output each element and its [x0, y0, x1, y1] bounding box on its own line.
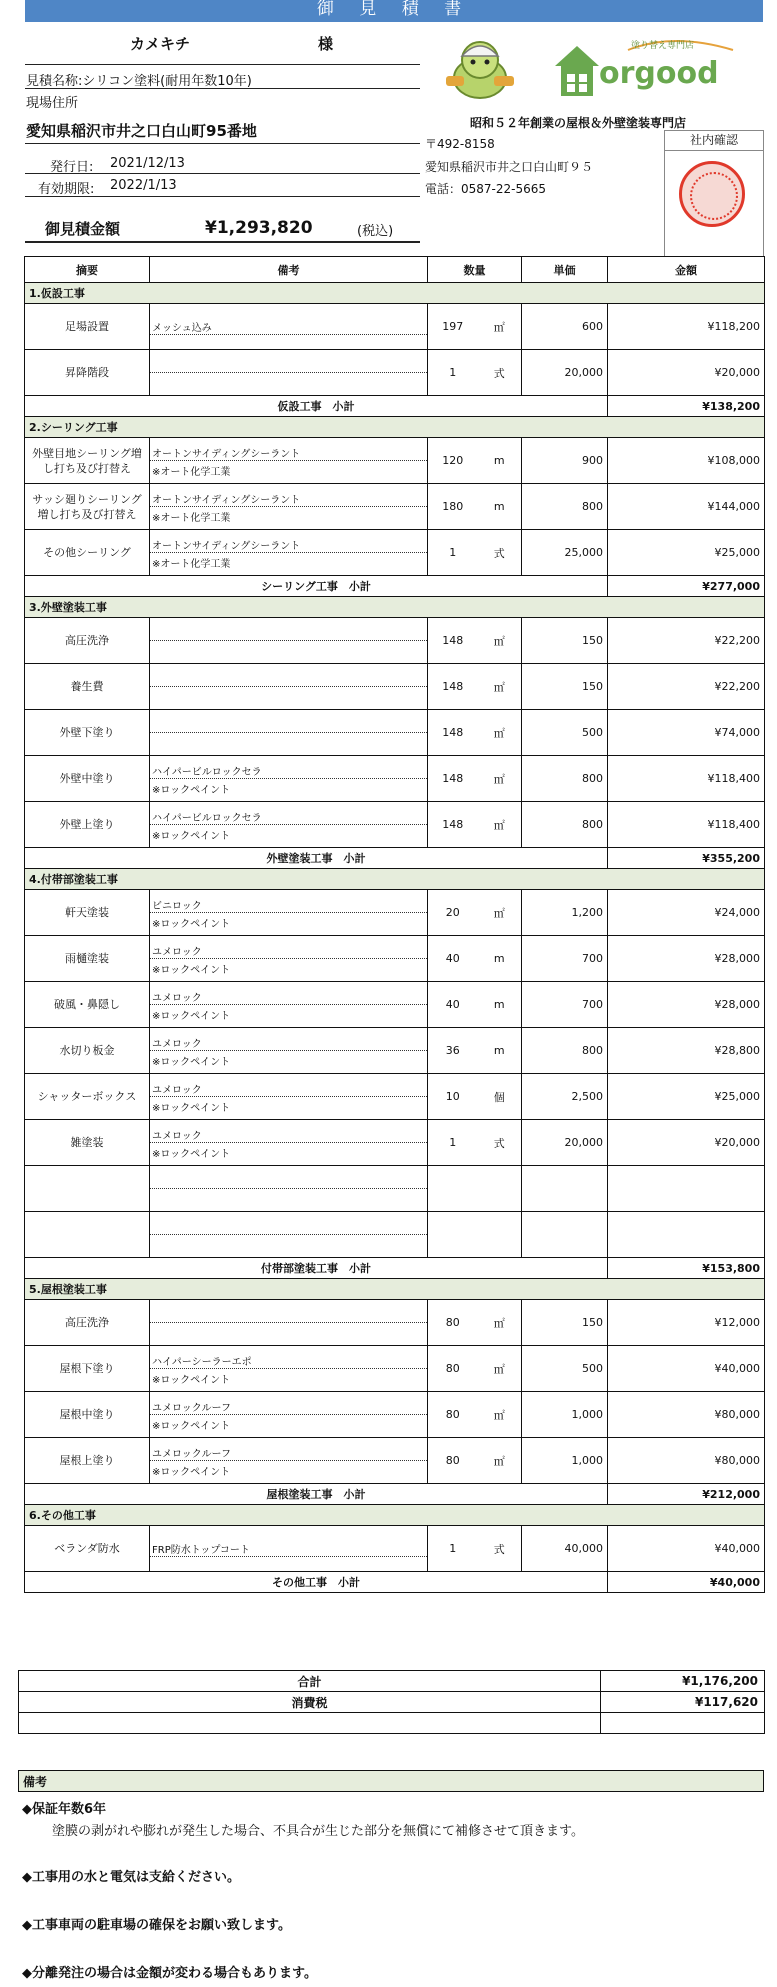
- item-unit: 式: [478, 1526, 522, 1572]
- item-qty: 1: [428, 350, 478, 396]
- table-row: [25, 1392, 765, 1438]
- item-qty: 120: [428, 438, 478, 484]
- stamp-label: 社内確認: [665, 131, 763, 151]
- item-unit-price: 150: [522, 664, 608, 710]
- item-note: [150, 936, 428, 982]
- item-note: [150, 438, 428, 484]
- company-logo: [553, 36, 765, 100]
- item-note: [150, 1074, 428, 1120]
- item-unit-price: 1,000: [522, 1392, 608, 1438]
- item-qty: 40: [428, 982, 478, 1028]
- item-amount: ¥144,000: [608, 484, 765, 530]
- item-unit-price: 150: [522, 1300, 608, 1346]
- item-note: [150, 890, 428, 936]
- section-title: 1.仮設工事: [25, 283, 765, 304]
- item-note: [150, 1438, 428, 1484]
- item-note-line2: ※ロックペイント: [152, 831, 231, 842]
- remark-separate-order: ◆分離発注の場合は金額が変わる場合もあります。: [22, 1966, 317, 1981]
- item-note-line1: ハイパーシーラーエポ: [150, 1351, 427, 1369]
- item-qty: 148: [428, 618, 478, 664]
- table-row: [25, 1438, 765, 1484]
- item-note-line2: ※オート化学工業: [152, 467, 231, 478]
- item-note: [150, 1166, 428, 1212]
- section-title: 3.外壁塗装工事: [25, 597, 765, 618]
- item-name: ベランダ防水: [25, 1526, 150, 1572]
- section-title: 4.付帯部塗装工事: [25, 869, 765, 890]
- item-qty: 80: [428, 1392, 478, 1438]
- total-label: 御見積金額: [45, 220, 121, 238]
- column-header-note: 備考: [150, 257, 428, 283]
- subtotal-row: [25, 1572, 765, 1593]
- item-amount: ¥12,000: [608, 1300, 765, 1346]
- sum-value: ¥1,176,200: [601, 1671, 765, 1692]
- item-qty: 1: [428, 1120, 478, 1166]
- item-name: 屋根中塗り: [25, 1392, 150, 1438]
- item-note-line1: ハイパービルロックセラ: [150, 761, 427, 779]
- item-name: その他シーリング: [25, 530, 150, 576]
- item-note: [150, 484, 428, 530]
- item-note: [150, 350, 428, 396]
- item-qty: 1: [428, 530, 478, 576]
- item-qty: 148: [428, 710, 478, 756]
- item-amount: ¥74,000: [608, 710, 765, 756]
- item-note-line2: ※ロックペイント: [152, 1103, 231, 1114]
- logo-tagline: 塗り替え専門店: [631, 41, 695, 51]
- item-unit: m: [478, 438, 522, 484]
- blank-cell: [19, 1713, 601, 1734]
- stamp-box: [664, 130, 764, 258]
- item-amount: ¥118,400: [608, 756, 765, 802]
- item-name: 外壁目地シーリング増し打ち及び打替え: [25, 438, 150, 484]
- column-header-unit-price: 単価: [522, 257, 608, 283]
- item-unit-price: 800: [522, 756, 608, 802]
- item-unit: m: [478, 484, 522, 530]
- item-qty: 148: [428, 664, 478, 710]
- item-name: [25, 1166, 150, 1212]
- tax-label: 消費税: [19, 1692, 601, 1713]
- item-note: [150, 1346, 428, 1392]
- item-qty: [428, 1212, 478, 1258]
- item-name: 軒天塗装: [25, 890, 150, 936]
- total-value: ¥1,293,820: [205, 218, 313, 238]
- item-unit: ㎡: [478, 802, 522, 848]
- item-name: 外壁中塗り: [25, 756, 150, 802]
- remarks-heading: 備考: [18, 1770, 764, 1792]
- subtotal-row: [25, 576, 765, 597]
- item-note-line1: ユメロックルーフ: [150, 1397, 427, 1415]
- item-note-line2: ※ロックペイント: [152, 1057, 231, 1068]
- item-amount: ¥80,000: [608, 1392, 765, 1438]
- item-unit: ㎡: [478, 618, 522, 664]
- item-unit: 個: [478, 1074, 522, 1120]
- item-note-line1: ユメロック: [150, 1079, 427, 1097]
- table-row: [25, 710, 765, 756]
- item-unit: [478, 1212, 522, 1258]
- item-note-line1: ハイパービルロックセラ: [150, 807, 427, 825]
- section-title: 6.その他工事: [25, 1505, 765, 1526]
- company-postal: 〒492-8158: [425, 137, 495, 151]
- honorific: 様: [318, 35, 334, 53]
- site-address: 愛知県稲沢市井之口白山町95番地: [26, 122, 257, 140]
- item-unit-price: 500: [522, 1346, 608, 1392]
- subtotal-value: ¥40,000: [608, 1572, 765, 1593]
- totals-table: [18, 1670, 765, 1734]
- table-row: [25, 664, 765, 710]
- section-header-row: [25, 597, 765, 618]
- item-name: 破風・鼻隠し: [25, 982, 150, 1028]
- item-qty: 36: [428, 1028, 478, 1074]
- item-name: 屋根下塗り: [25, 1346, 150, 1392]
- item-qty: 180: [428, 484, 478, 530]
- item-qty: 197: [428, 304, 478, 350]
- item-note: [150, 802, 428, 848]
- item-unit: ㎡: [478, 1392, 522, 1438]
- item-note: [150, 304, 428, 350]
- item-unit-price: 25,000: [522, 530, 608, 576]
- item-unit: 式: [478, 1120, 522, 1166]
- item-note: [150, 1120, 428, 1166]
- issue-date: 2021/12/13: [110, 156, 185, 171]
- item-note: [150, 1300, 428, 1346]
- item-qty: 10: [428, 1074, 478, 1120]
- table-row: [25, 484, 765, 530]
- item-qty: [428, 1166, 478, 1212]
- item-unit-price: 1,000: [522, 1438, 608, 1484]
- item-amount: ¥22,200: [608, 664, 765, 710]
- item-amount: ¥80,000: [608, 1438, 765, 1484]
- item-unit-price: 20,000: [522, 350, 608, 396]
- item-amount: ¥20,000: [608, 350, 765, 396]
- remark-warranty-detail: 塗膜の剥がれや膨れが発生した場合、不具合が生じた部分を無償にて補修させて頂きます。: [52, 1824, 584, 1839]
- table-row: [25, 618, 765, 664]
- item-amount: ¥28,000: [608, 982, 765, 1028]
- table-row: [25, 756, 765, 802]
- item-note-line1: オートンサイディングシーラント: [150, 443, 427, 461]
- item-name: [25, 1212, 150, 1258]
- table-row: [25, 1300, 765, 1346]
- subtotal-value: ¥277,000: [608, 576, 765, 597]
- column-header-amount: 金額: [608, 257, 765, 283]
- item-name: 高圧洗浄: [25, 1300, 150, 1346]
- item-name: 養生費: [25, 664, 150, 710]
- item-note-line2: [150, 1189, 427, 1191]
- item-unit: ㎡: [478, 664, 522, 710]
- item-note-line1: オートンサイディングシーラント: [150, 535, 427, 553]
- item-note: [150, 1028, 428, 1074]
- item-amount: ¥118,400: [608, 802, 765, 848]
- item-unit-price: 150: [522, 618, 608, 664]
- company-seal-icon: [679, 161, 745, 227]
- item-unit-price: 800: [522, 1028, 608, 1074]
- item-unit: ㎡: [478, 1438, 522, 1484]
- item-name: 昇降階段: [25, 350, 150, 396]
- sum-label: 合計: [19, 1671, 601, 1692]
- item-note: [150, 710, 428, 756]
- item-note-line1: ユメロック: [150, 1033, 427, 1051]
- item-note-line1: ビニロック: [150, 895, 427, 913]
- item-name: 雑塗装: [25, 1120, 150, 1166]
- item-amount: ¥40,000: [608, 1346, 765, 1392]
- item-unit-price: 900: [522, 438, 608, 484]
- item-note-line2: [150, 1323, 427, 1325]
- table-row: [25, 1166, 765, 1212]
- table-row: [25, 802, 765, 848]
- section-header-row: [25, 417, 765, 438]
- item-unit: ㎡: [478, 304, 522, 350]
- subtotal-label: 仮設工事 小計: [25, 396, 608, 417]
- item-note: [150, 530, 428, 576]
- subtotal-value: ¥138,200: [608, 396, 765, 417]
- table-row: [25, 890, 765, 936]
- item-note: [150, 756, 428, 802]
- subtotal-label: 付帯部塗装工事 小計: [25, 1258, 608, 1279]
- item-unit: ㎡: [478, 710, 522, 756]
- item-note-line2: [150, 641, 427, 643]
- section-header-row: [25, 1279, 765, 1300]
- subtotal-row: [25, 848, 765, 869]
- item-qty: 148: [428, 756, 478, 802]
- item-note-line2: [150, 733, 427, 735]
- item-name: 水切り板金: [25, 1028, 150, 1074]
- subtotal-row: [25, 1484, 765, 1505]
- item-name: 高圧洗浄: [25, 618, 150, 664]
- item-note-line2: [150, 687, 427, 689]
- item-amount: ¥22,200: [608, 618, 765, 664]
- tax-value: ¥117,620: [601, 1692, 765, 1713]
- item-amount: ¥24,000: [608, 890, 765, 936]
- section-title: 5.屋根塗装工事: [25, 1279, 765, 1300]
- item-name: サッシ廻りシーリング増し打ち及び打替え: [25, 484, 150, 530]
- column-header-qty: 数量: [428, 257, 522, 283]
- item-unit-price: 40,000: [522, 1526, 608, 1572]
- item-note-line2: ※ロックペイント: [152, 1011, 231, 1022]
- item-unit: m: [478, 982, 522, 1028]
- item-unit: ㎡: [478, 890, 522, 936]
- item-name: 足場設置: [25, 304, 150, 350]
- item-amount: [608, 1212, 765, 1258]
- item-unit: m: [478, 1028, 522, 1074]
- valid-label: 有効期限:: [38, 182, 95, 197]
- item-note-line2: ※ロックペイント: [152, 965, 231, 976]
- site-label: 現場住所: [26, 96, 79, 111]
- subtotal-label: 屋根塗装工事 小計: [25, 1484, 608, 1505]
- item-amount: ¥20,000: [608, 1120, 765, 1166]
- item-amount: ¥25,000: [608, 1074, 765, 1120]
- item-unit-price: [522, 1166, 608, 1212]
- item-note-line2: [150, 1557, 427, 1559]
- subtotal-label: その他工事 小計: [25, 1572, 608, 1593]
- item-qty: 40: [428, 936, 478, 982]
- subtotal-row: [25, 1258, 765, 1279]
- section-header-row: [25, 283, 765, 304]
- column-header-item: 摘要: [25, 257, 150, 283]
- section-header-row: [25, 869, 765, 890]
- subtotal-row: [25, 396, 765, 417]
- item-note-line1: ユメロックルーフ: [150, 1443, 427, 1461]
- subtotal-label: 外壁塗装工事 小計: [25, 848, 608, 869]
- item-note-line2: [150, 335, 427, 337]
- item-unit: m: [478, 936, 522, 982]
- table-row: [25, 438, 765, 484]
- item-name: 屋根上塗り: [25, 1438, 150, 1484]
- remark-utilities: ◆工事用の水と電気は支給ください。: [22, 1870, 240, 1885]
- item-amount: ¥25,000: [608, 530, 765, 576]
- item-note-line2: [150, 373, 427, 375]
- subtotal-label: シーリング工事 小計: [25, 576, 608, 597]
- item-note: [150, 982, 428, 1028]
- item-unit-price: 20,000: [522, 1120, 608, 1166]
- item-note-line2: ※ロックペイント: [152, 919, 231, 930]
- item-note-line2: ※ロックペイント: [152, 1467, 231, 1478]
- item-note-line2: ※ロックペイント: [152, 1375, 231, 1386]
- item-name: 外壁上塗り: [25, 802, 150, 848]
- mascot-icon: [438, 32, 520, 102]
- item-unit-price: [522, 1212, 608, 1258]
- section-header-row: [25, 1505, 765, 1526]
- item-qty: 20: [428, 890, 478, 936]
- item-note: [150, 664, 428, 710]
- item-unit: 式: [478, 350, 522, 396]
- item-unit: 式: [478, 530, 522, 576]
- item-note-line1: メッシュ込み: [150, 317, 427, 335]
- item-amount: ¥28,000: [608, 936, 765, 982]
- item-note-line2: ※オート化学工業: [152, 513, 231, 524]
- company-slogan: 昭和５２年創業の屋根＆外壁塗装専門店: [470, 116, 687, 130]
- item-unit-price: 500: [522, 710, 608, 756]
- table-row: [25, 1346, 765, 1392]
- estimate-table: [24, 256, 765, 1593]
- table-header-row: [25, 257, 765, 283]
- estimate-name: 見積名称:シリコン塗料(耐用年数10年): [26, 74, 252, 89]
- item-unit: [478, 1166, 522, 1212]
- table-row: [25, 982, 765, 1028]
- item-amount: [608, 1166, 765, 1212]
- item-note-line1: FRP防水トップコート: [150, 1539, 427, 1557]
- item-note-line2: ※オート化学工業: [152, 559, 231, 570]
- remark-parking: ◆工事車両の駐車場の確保をお願い致します。: [22, 1918, 291, 1933]
- table-row: [25, 1212, 765, 1258]
- company-phone: 電話：0587-22-5665: [425, 182, 547, 196]
- logo-name: orgood: [599, 56, 719, 91]
- item-name: シャッターボックス: [25, 1074, 150, 1120]
- item-qty: 80: [428, 1346, 478, 1392]
- item-note: [150, 1392, 428, 1438]
- item-note: [150, 1526, 428, 1572]
- item-unit: ㎡: [478, 1346, 522, 1392]
- subtotal-value: ¥355,200: [608, 848, 765, 869]
- table-row: [25, 1028, 765, 1074]
- table-row: [25, 530, 765, 576]
- item-unit-price: 2,500: [522, 1074, 608, 1120]
- item-note: [150, 1212, 428, 1258]
- item-note-line2: [150, 1235, 427, 1237]
- subtotal-value: ¥212,000: [608, 1484, 765, 1505]
- subtotal-value: ¥153,800: [608, 1258, 765, 1279]
- item-unit-price: 600: [522, 304, 608, 350]
- issue-label: 発行日:: [50, 160, 94, 175]
- item-unit: ㎡: [478, 1300, 522, 1346]
- tax-note: (税込): [357, 224, 394, 239]
- document-title: 御 見 積 書: [25, 0, 763, 22]
- item-note: [150, 618, 428, 664]
- item-amount: ¥118,200: [608, 304, 765, 350]
- valid-date: 2022/1/13: [110, 178, 177, 193]
- remark-warranty: ◆保証年数6年: [22, 1802, 107, 1817]
- item-name: 外壁下塗り: [25, 710, 150, 756]
- item-note-line1: オートンサイディングシーラント: [150, 489, 427, 507]
- item-note-line1: ユメロック: [150, 1125, 427, 1143]
- company-address: 愛知県稲沢市井之口白山町９５: [425, 160, 594, 174]
- item-qty: 1: [428, 1526, 478, 1572]
- table-row: [25, 350, 765, 396]
- item-amount: ¥40,000: [608, 1526, 765, 1572]
- item-qty: 80: [428, 1300, 478, 1346]
- table-row: [25, 1074, 765, 1120]
- blank-cell: [601, 1713, 765, 1734]
- item-unit-price: 700: [522, 936, 608, 982]
- item-note-line2: ※ロックペイント: [152, 785, 231, 796]
- item-qty: 80: [428, 1438, 478, 1484]
- item-amount: ¥108,000: [608, 438, 765, 484]
- section-title: 2.シーリング工事: [25, 417, 765, 438]
- item-unit: ㎡: [478, 756, 522, 802]
- customer-name: カメキチ: [130, 35, 191, 53]
- item-note-line2: ※ロックペイント: [152, 1149, 231, 1160]
- table-row: [25, 1526, 765, 1572]
- item-amount: ¥28,800: [608, 1028, 765, 1074]
- item-unit-price: 800: [522, 802, 608, 848]
- table-row: [25, 1120, 765, 1166]
- item-qty: 148: [428, 802, 478, 848]
- table-row: [25, 936, 765, 982]
- item-name: 雨樋塗装: [25, 936, 150, 982]
- item-unit-price: 700: [522, 982, 608, 1028]
- item-note-line1: ユメロック: [150, 941, 427, 959]
- item-note-line2: ※ロックペイント: [152, 1421, 231, 1432]
- table-row: [25, 304, 765, 350]
- item-note-line1: ユメロック: [150, 987, 427, 1005]
- item-unit-price: 800: [522, 484, 608, 530]
- item-unit-price: 1,200: [522, 890, 608, 936]
